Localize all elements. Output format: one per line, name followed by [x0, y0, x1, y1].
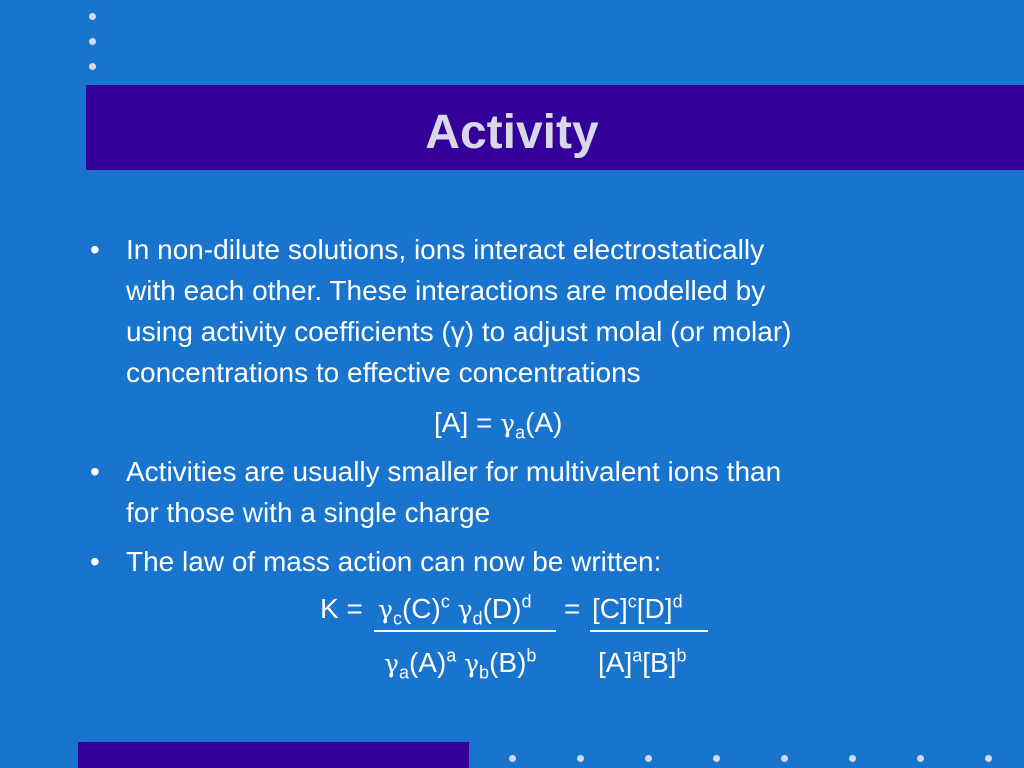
bullet-marker: •	[90, 546, 100, 577]
term-d: (D)	[482, 593, 522, 624]
eq2-denominator-2	[598, 646, 687, 680]
decorative-dot	[89, 38, 96, 45]
eq2-k: K =	[320, 593, 363, 624]
bullet-3-text	[126, 541, 956, 582]
bullet-1-line-1: In non-dilute solutions, ions interact electrostatically	[126, 234, 765, 265]
gamma-d: γ	[457, 595, 473, 624]
footer-band	[78, 742, 469, 768]
exp-c2: c	[627, 591, 637, 612]
decorative-dot	[89, 13, 96, 20]
conc-d: [D]	[636, 593, 673, 624]
decorative-dot	[985, 755, 992, 762]
bullet-2-line-1: Activities are usually smaller for multivalent ions than	[126, 456, 782, 487]
conc-a: [A]	[598, 647, 633, 678]
fraction-bar-2	[590, 630, 708, 632]
bullet-3-line-1: The law of mass action can now be written:	[126, 546, 662, 577]
bullet-marker: •	[90, 456, 100, 487]
bullet-1-text	[126, 229, 956, 393]
exp-b: b	[526, 645, 537, 666]
fraction-bar-1	[374, 630, 556, 632]
eq1-gamma: γ	[500, 409, 516, 438]
exp-d2: d	[672, 591, 683, 612]
term-b: (B)	[489, 647, 527, 678]
decorative-dot	[849, 755, 856, 762]
bullet-1-line-3: using activity coefficients (γ) to adjust molal (or molar)	[126, 316, 792, 347]
eq2-equals: =	[564, 593, 581, 624]
decorative-dot	[577, 755, 584, 762]
decorative-dot	[509, 755, 516, 762]
decorative-dot	[645, 755, 652, 762]
exp-a: a	[446, 645, 457, 666]
bullet-1-line-4: concentrations to effective concentrations	[126, 357, 641, 388]
exp-d: d	[521, 591, 532, 612]
eq2-numerator-1	[378, 592, 531, 627]
bullet-2-line-2: for those with a single charge	[126, 497, 491, 528]
decorative-dot	[713, 755, 720, 762]
gamma-b: γ	[464, 649, 480, 678]
eq2-denominator-1	[384, 646, 536, 681]
term-c: (C)	[401, 593, 441, 624]
sub-d: d	[472, 608, 483, 629]
bullet-2-text	[126, 451, 956, 533]
eq1-sub: a	[515, 422, 526, 443]
sub-b: b	[479, 662, 490, 683]
sub-a: a	[398, 662, 409, 683]
decorative-dot	[917, 755, 924, 762]
exp-b2: b	[676, 645, 687, 666]
term-a: (A)	[408, 647, 447, 678]
gamma-c: γ	[378, 595, 393, 624]
bullet-1-line-2: with each other. These interactions are modelled by	[126, 275, 766, 306]
gamma-a: γ	[384, 649, 399, 678]
conc-c: [C]	[592, 593, 628, 624]
bullet-marker: •	[90, 234, 100, 265]
eq1-rhs: (A)	[525, 407, 563, 438]
slide-title: Activity	[425, 106, 599, 159]
exp-a2: a	[632, 645, 643, 666]
decorative-dot	[781, 755, 788, 762]
eq1-lhs: [A] =	[434, 407, 493, 438]
equation-activity	[434, 406, 562, 441]
conc-b: [B]	[642, 647, 677, 678]
decorative-dot	[89, 63, 96, 70]
sub-c: c	[392, 608, 402, 629]
eq2-numerator-2	[592, 592, 683, 626]
exp-c: c	[440, 591, 450, 612]
